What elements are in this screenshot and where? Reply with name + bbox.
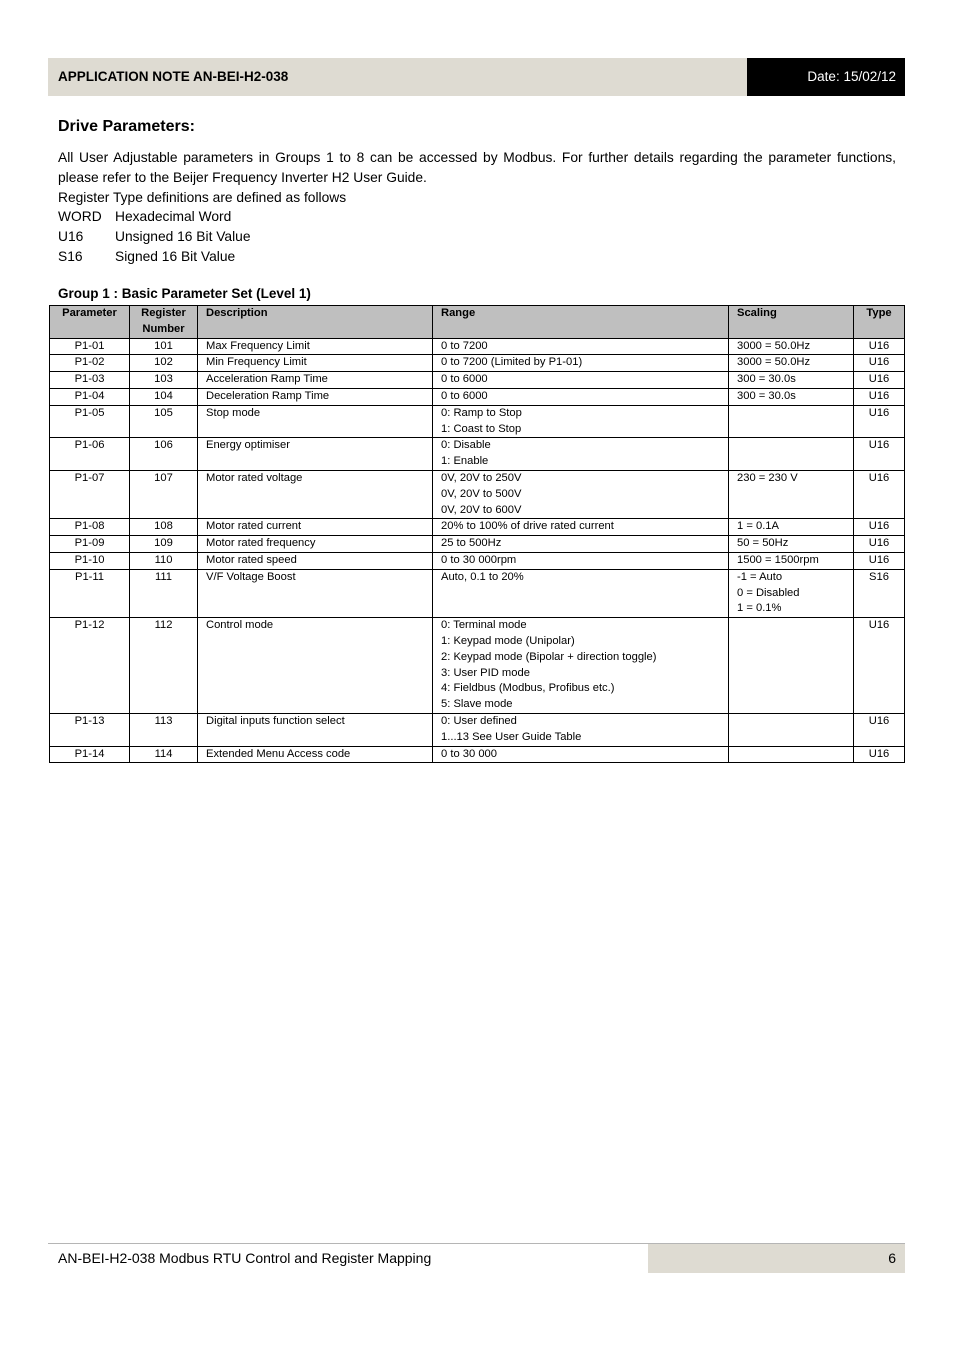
cell-scaling-line: 300 = 30.0s [737, 389, 796, 402]
definition-code: S16 [58, 248, 83, 264]
cell-description: Motor rated frequency [198, 536, 433, 553]
cell-scaling [729, 355, 854, 372]
cell-register: 106 [130, 438, 198, 471]
cell-register: 103 [130, 372, 198, 389]
table-row [50, 355, 905, 372]
cell-register: 109 [130, 536, 198, 553]
cell-range [433, 388, 729, 405]
header-register-line2: Number [142, 322, 185, 335]
cell-parameter: P1-04 [50, 388, 130, 405]
cell-scaling [729, 713, 854, 746]
cell-type: U16 [854, 372, 905, 389]
cell-range-line: 0: User defined [441, 714, 517, 727]
table-row [50, 519, 905, 536]
cell-range-line: 20% to 100% of drive rated current [441, 520, 614, 533]
cell-range-line: 5: Slave mode [441, 698, 513, 711]
cell-parameter: P1-13 [50, 713, 130, 746]
table-header-row [50, 306, 905, 339]
document-title: APPLICATION NOTE AN-BEI-H2-038 [58, 69, 289, 84]
cell-type: U16 [854, 355, 905, 372]
cell-description: Extended Menu Access code [198, 746, 433, 763]
cell-range-line: 0: Ramp to Stop [441, 406, 522, 419]
cell-parameter: P1-07 [50, 470, 130, 518]
header-description: Description [198, 306, 433, 339]
parameter-table [49, 305, 905, 763]
cell-scaling [729, 438, 854, 471]
page-number: 6 [648, 1244, 905, 1273]
cell-scaling-line: 3000 = 50.0Hz [737, 339, 811, 352]
cell-description: Deceleration Ramp Time [198, 388, 433, 405]
page-footer [48, 1243, 905, 1273]
header-type: Type [854, 306, 905, 339]
table-row [50, 470, 905, 518]
cell-type: U16 [854, 713, 905, 746]
cell-description: Max Frequency Limit [198, 338, 433, 355]
cell-description: Energy optimiser [198, 438, 433, 471]
header-range: Range [433, 306, 729, 339]
section-title: Drive Parameters: [58, 118, 195, 135]
cell-scaling-line: 1500 = 1500rpm [737, 553, 819, 566]
table-body [50, 338, 905, 763]
table-row [50, 552, 905, 569]
definition-code: WORD [58, 209, 102, 225]
cell-scaling-line: 230 = 230 V [737, 471, 798, 484]
cell-range [433, 746, 729, 763]
document-date: Date: 15/02/12 [747, 58, 905, 96]
cell-scaling [729, 405, 854, 438]
cell-range-line: 25 to 500Hz [441, 537, 502, 550]
cell-register: 108 [130, 519, 198, 536]
cell-scaling-line: 300 = 30.0s [737, 373, 796, 386]
cell-parameter: P1-06 [50, 438, 130, 471]
page-header [48, 58, 905, 96]
cell-description: Motor rated voltage [198, 470, 433, 518]
cell-parameter: P1-10 [50, 552, 130, 569]
definition-row [58, 247, 896, 267]
cell-register: 112 [130, 618, 198, 714]
cell-range [433, 569, 729, 617]
cell-scaling [729, 338, 854, 355]
cell-register: 111 [130, 569, 198, 617]
cell-range-line: 0 to 6000 [441, 373, 488, 386]
cell-parameter: P1-01 [50, 338, 130, 355]
cell-range-line: 1: Keypad mode (Unipolar) [441, 634, 575, 647]
cell-register: 102 [130, 355, 198, 372]
definition-text: Signed 16 Bit Value [115, 248, 236, 264]
cell-scaling [729, 519, 854, 536]
group-title: Group 1 : Basic Parameter Set (Level 1) [58, 286, 311, 301]
cell-type: U16 [854, 519, 905, 536]
cell-parameter: P1-14 [50, 746, 130, 763]
cell-scaling-line: 1 = 0.1% [737, 602, 782, 615]
cell-type: U16 [854, 388, 905, 405]
table-row [50, 372, 905, 389]
cell-scaling-line: 50 = 50Hz [737, 537, 789, 550]
cell-range-line: 1: Enable [441, 455, 489, 468]
header-parameter: Parameter [50, 306, 130, 339]
cell-register: 105 [130, 405, 198, 438]
cell-register: 114 [130, 746, 198, 763]
header-register-line1: Register [141, 307, 186, 319]
cell-range-line: 0V, 20V to 500V [441, 487, 522, 500]
cell-range [433, 405, 729, 438]
table-row [50, 536, 905, 553]
cell-register: 107 [130, 470, 198, 518]
definition-row [58, 207, 896, 227]
cell-type: U16 [854, 438, 905, 471]
cell-range-line: 0 to 30 000rpm [441, 553, 517, 566]
cell-register: 104 [130, 388, 198, 405]
cell-range-line: 0V, 20V to 250V [441, 471, 522, 484]
cell-scaling [729, 470, 854, 518]
cell-range-line: 2: Keypad mode (Bipolar + direction toggle) [441, 650, 657, 663]
table-row [50, 618, 905, 714]
definition-row [58, 227, 896, 247]
cell-scaling-line: 0 = Disabled [737, 586, 800, 599]
definition-text: Hexadecimal Word [115, 209, 232, 225]
cell-scaling-line: 3000 = 50.0Hz [737, 356, 811, 369]
cell-scaling [729, 569, 854, 617]
footer-title: AN-BEI-H2-038 Modbus RTU Control and Register Mapping [58, 1250, 432, 1266]
cell-type: U16 [854, 405, 905, 438]
cell-type: S16 [854, 569, 905, 617]
cell-description: Digital inputs function select [198, 713, 433, 746]
table-row [50, 338, 905, 355]
cell-range [433, 470, 729, 518]
cell-scaling [729, 388, 854, 405]
cell-range-line: 4: Fieldbus (Modbus, Profibus etc.) [441, 682, 615, 695]
definition-code: U16 [58, 229, 84, 245]
cell-range [433, 372, 729, 389]
cell-scaling [729, 618, 854, 714]
cell-description: V/F Voltage Boost [198, 569, 433, 617]
cell-range [433, 552, 729, 569]
cell-description: Motor rated speed [198, 552, 433, 569]
cell-parameter: P1-12 [50, 618, 130, 714]
cell-range-line: 0: Terminal mode [441, 619, 527, 632]
cell-description: Stop mode [198, 405, 433, 438]
cell-parameter: P1-02 [50, 355, 130, 372]
cell-type: U16 [854, 618, 905, 714]
cell-description: Motor rated current [198, 519, 433, 536]
register-type-line: Register Type definitions are defined as follows [58, 189, 347, 205]
cell-range-line: 1...13 See User Guide Table [441, 730, 582, 743]
cell-scaling [729, 746, 854, 763]
cell-range-line: 0 to 6000 [441, 389, 488, 402]
table-row [50, 438, 905, 471]
cell-scaling-line: 1 = 0.1A [737, 520, 779, 533]
table-row [50, 746, 905, 763]
cell-range-line: 3: User PID mode [441, 666, 530, 679]
cell-range-line: Auto, 0.1 to 20% [441, 570, 524, 583]
header-register-number [130, 306, 198, 339]
cell-range [433, 438, 729, 471]
cell-range-line: 0 to 30 000 [441, 747, 497, 760]
cell-register: 101 [130, 338, 198, 355]
cell-type: U16 [854, 536, 905, 553]
cell-scaling-line: -1 = Auto [737, 570, 783, 583]
cell-range [433, 338, 729, 355]
table-row [50, 405, 905, 438]
cell-description: Control mode [198, 618, 433, 714]
cell-scaling [729, 536, 854, 553]
table-row [50, 388, 905, 405]
cell-scaling [729, 372, 854, 389]
cell-range [433, 355, 729, 372]
cell-type: U16 [854, 338, 905, 355]
cell-type: U16 [854, 746, 905, 763]
cell-description: Min Frequency Limit [198, 355, 433, 372]
cell-parameter: P1-05 [50, 405, 130, 438]
table-row [50, 569, 905, 617]
header-scaling: Scaling [729, 306, 854, 339]
cell-range-line: 0: Disable [441, 439, 491, 452]
cell-parameter: P1-08 [50, 519, 130, 536]
cell-range [433, 519, 729, 536]
cell-type: U16 [854, 552, 905, 569]
cell-parameter: P1-03 [50, 372, 130, 389]
intro-text [58, 148, 896, 267]
cell-range-line: 0V, 20V to 600V [441, 503, 522, 516]
cell-range-line: 0 to 7200 (Limited by P1-01) [441, 356, 583, 369]
cell-register: 110 [130, 552, 198, 569]
cell-parameter: P1-09 [50, 536, 130, 553]
cell-parameter: P1-11 [50, 569, 130, 617]
table-row [50, 713, 905, 746]
cell-range [433, 713, 729, 746]
intro-paragraph: All User Adjustable parameters in Groups 1 to 8 can be accessed by Modbus. For further details regarding the parameter functions, please refer to the Beijer Frequency Inverter H2 User Guide. [58, 150, 896, 185]
definition-text: Unsigned 16 Bit Value [115, 229, 251, 245]
cell-range-line: 1: Coast to Stop [441, 422, 522, 435]
cell-scaling [729, 552, 854, 569]
cell-range [433, 618, 729, 714]
cell-type: U16 [854, 470, 905, 518]
cell-range-line: 0 to 7200 [441, 339, 488, 352]
cell-range [433, 536, 729, 553]
cell-description: Acceleration Ramp Time [198, 372, 433, 389]
cell-register: 113 [130, 713, 198, 746]
